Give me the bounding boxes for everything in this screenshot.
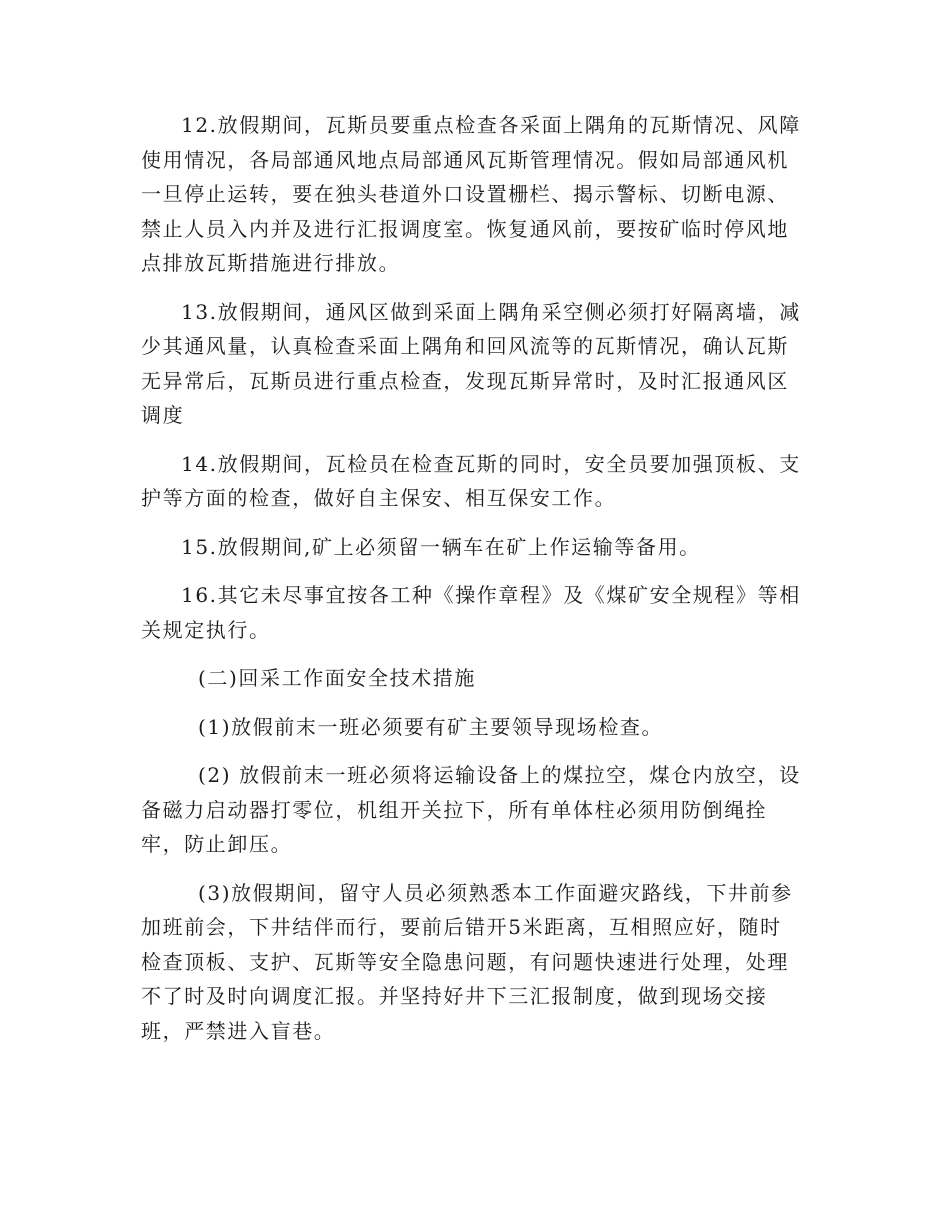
text-line: 牢，防止卸压。 xyxy=(141,832,293,856)
text-line: 加班前会，下井结伴而行，要前后错开5米距离，互相照应好，随时 xyxy=(141,915,782,939)
paragraph-13 xyxy=(141,295,821,433)
text-line: 13.放假期间，通风区做到采面上隅角采空侧必须打好隔离墙，减 xyxy=(181,299,801,324)
paragraph-15 xyxy=(141,530,821,565)
subsection-3 xyxy=(141,876,821,1049)
text-line: 护等方面的检查，做好自主保安、相互保安工作。 xyxy=(141,486,617,510)
subsection-2 xyxy=(141,758,821,862)
text-line: 关规定执行。 xyxy=(141,617,271,642)
text-line: 备磁力启动器打零位，机组开关拉下，所有单体柱必须用防倒绳拴 xyxy=(141,797,768,822)
text-line: 禁止人员入内并及进行汇报调度室。恢复通风前，要按矿临时停风地 xyxy=(141,216,789,241)
text-line: 16.其它未尽事宜按各工种《操作章程》及《煤矿安全规程》等相 xyxy=(181,583,801,607)
text-line: 14.放假期间，瓦检员在检查瓦斯的同时，安全员要加强顶板、支 xyxy=(181,451,801,476)
paragraph-16 xyxy=(141,578,821,647)
text-line: 15.放假期间,矿上必须留一辆车在矿上作运输等备用。 xyxy=(181,534,701,559)
text-line: 使用情况，各局部通风地点局部通风瓦斯管理情况。假如局部通风机 xyxy=(141,147,789,172)
section-heading xyxy=(141,661,821,696)
text-line: (二)回采工作面安全技术措施 xyxy=(198,666,477,690)
text-line: 无异常后，瓦斯员进行重点检查，发现瓦斯异常时，及时汇报通风区 xyxy=(141,368,789,393)
paragraph-14 xyxy=(141,447,821,516)
paragraph-12 xyxy=(141,108,821,281)
subsection-1 xyxy=(141,710,821,745)
text-line: 少其通风量，认真检查采面上隅角和回风流等的瓦斯情况，确认瓦斯 xyxy=(141,334,789,358)
text-line: (1)放假前末一班必须要有矿主要领导现场检查。 xyxy=(198,714,664,739)
text-line: (3)放假期间，留守人员必须熟悉本工作面避灾路线，下井前参 xyxy=(198,880,793,905)
text-line: 检查顶板、支护、瓦斯等安全隐患问题，有问题快速进行处理，处理 xyxy=(141,949,789,974)
text-line: (2) 放假前末一班必须将运输设备上的煤拉空，煤仓内放空，设 xyxy=(198,763,801,787)
document-page xyxy=(141,108,821,1048)
text-line: 调度 xyxy=(141,403,185,427)
text-line: 一旦停止运转，要在独头巷道外口设置栅栏、揭示警标、切断电源、 xyxy=(141,182,789,206)
text-line: 不了时及时向调度汇报。并坚持好井下三汇报制度，做到现场交接 xyxy=(141,984,768,1008)
text-line: 12.放假期间，瓦斯员要重点检查各采面上隅角的瓦斯情况、风障 xyxy=(181,113,801,137)
text-line: 班，严禁进入盲巷。 xyxy=(141,1018,336,1043)
text-line: 点排放瓦斯措施进行排放。 xyxy=(141,251,401,275)
